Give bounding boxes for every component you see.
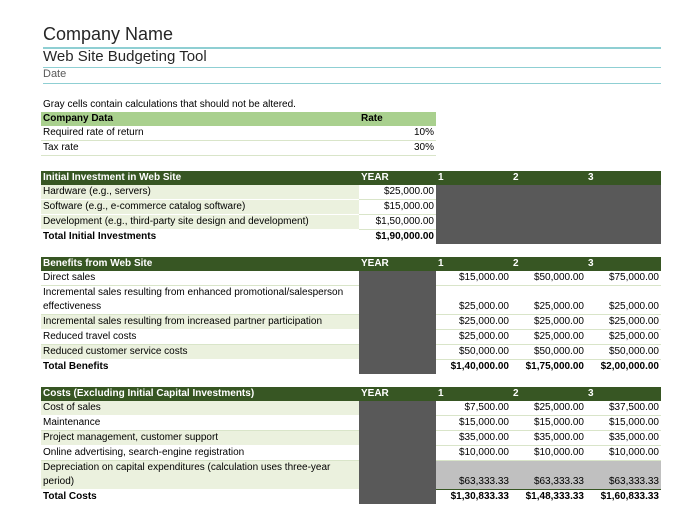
row-label[interactable]: Required rate of return [41,126,359,141]
table-row [41,185,661,200]
year-2-header: 2 [511,257,586,271]
rate-cell[interactable]: 10% [359,126,436,141]
table-row [41,271,661,286]
costs-table [41,387,661,504]
year-1-cell[interactable]: $7,500.00 [436,401,511,416]
row-label[interactable]: Hardware (e.g., servers) [41,185,359,200]
year-2-cell[interactable]: $50,000.00 [511,345,586,360]
year-3-cell[interactable]: $10,000.00 [586,446,661,461]
tool-title[interactable]: Web Site Budgeting Tool [43,48,661,68]
year-3-header: 3 [586,257,661,271]
year-1-cell[interactable]: $25,000.00 [436,330,511,345]
total-label: Total Costs [41,490,359,505]
value-cell[interactable]: $1,50,000.00 [359,215,436,230]
row-label[interactable]: Direct sales [41,271,359,286]
year-3-cell[interactable]: $50,000.00 [586,345,661,360]
row-label[interactable]: Reduced travel costs [41,330,359,345]
locked-year-cells [359,401,436,504]
benefits-header [41,257,661,271]
table-row [41,416,661,431]
year-3-cell[interactable]: $25,000.00 [586,315,661,330]
year-1-cell[interactable]: $15,000.00 [436,416,511,431]
benefits-title: Benefits from Web Site [41,257,359,271]
value-cell[interactable]: $25,000.00 [359,185,436,200]
company-name[interactable]: Company Name [43,24,661,49]
table-row [41,446,661,461]
year-3-cell[interactable]: $35,000.00 [586,431,661,446]
total-year-1: $1,40,000.00 [436,360,511,375]
table-row [41,315,661,330]
total-row [41,360,661,375]
year-3-header: 3 [586,171,661,185]
year-1-cell[interactable]: $50,000.00 [436,345,511,360]
year-2-cell[interactable]: $25,000.00 [511,330,586,345]
depreciation-year-2: $63,333.33 [511,461,586,490]
year-1-header: 1 [436,171,511,185]
date-field[interactable]: Date [43,68,661,84]
row-label[interactable]: Tax rate [41,141,359,156]
row-label[interactable]: Reduced customer service costs [41,345,359,360]
total-year-2: $1,75,000.00 [511,360,586,375]
total-value: $1,90,000.00 [359,230,436,245]
row-label[interactable]: Online advertising, search-engine registration [41,446,359,461]
company-data-header [41,112,436,126]
year-2-cell[interactable]: $50,000.00 [511,271,586,286]
total-year-3: $1,60,833.33 [586,490,661,505]
total-year-3: $2,00,000.00 [586,360,661,375]
year-1-header: 1 [436,257,511,271]
year-2-cell[interactable]: $15,000.00 [511,416,586,431]
locked-cells [436,185,661,244]
year-1-cell[interactable]: $35,000.00 [436,431,511,446]
row-label[interactable]: Development (e.g., third-party site design and development) [41,215,359,230]
year-2-cell[interactable]: $35,000.00 [511,431,586,446]
table-row [41,286,661,315]
total-label: Total Initial Investments [41,230,359,245]
costs-title: Costs (Excluding Initial Capital Investments) [41,387,359,401]
investment-title: Initial Investment in Web Site [41,171,359,185]
gray-cells-note: Gray cells contain calculations that should not be altered. [43,99,296,110]
row-label[interactable]: Incremental sales resulting from enhanced promotional/salesperson effectiveness [41,286,359,315]
year-2-cell[interactable]: $10,000.00 [511,446,586,461]
row-label[interactable]: Maintenance [41,416,359,431]
table-row [41,431,661,446]
table-row [41,401,661,416]
table-row [41,126,436,141]
locked-year-cells [359,271,436,374]
row-label[interactable]: Depreciation on capital expenditures (calculation uses three-year period) [41,461,359,490]
year-3-cell[interactable]: $25,000.00 [586,286,661,315]
year-2-cell[interactable]: $25,000.00 [511,315,586,330]
row-label[interactable]: Incremental sales resulting from increased partner participation [41,315,359,330]
year-3-cell[interactable]: $75,000.00 [586,271,661,286]
company-data-table [41,112,436,156]
year-1-cell[interactable]: $15,000.00 [436,271,511,286]
year-2-header: 2 [511,171,586,185]
costs-header [41,387,661,401]
year-1-cell[interactable]: $25,000.00 [436,286,511,315]
total-year-2: $1,48,333.33 [511,490,586,505]
table-row [41,141,436,156]
year-3-cell[interactable]: $25,000.00 [586,330,661,345]
total-year-1: $1,30,833.33 [436,490,511,505]
initial-investment-table [41,171,661,244]
table-row [41,330,661,345]
year-2-header: 2 [511,387,586,401]
year-header: YEAR [359,171,436,185]
year-1-header: 1 [436,387,511,401]
year-header: YEAR [359,387,436,401]
value-cell[interactable]: $15,000.00 [359,200,436,215]
company-data-title: Company Data [41,112,359,126]
year-3-cell[interactable]: $15,000.00 [586,416,661,431]
rate-cell[interactable]: 30% [359,141,436,156]
year-3-cell[interactable]: $37,500.00 [586,401,661,416]
year-1-cell[interactable]: $25,000.00 [436,315,511,330]
table-row [41,461,661,490]
year-2-cell[interactable]: $25,000.00 [511,401,586,416]
table-row [41,345,661,360]
row-label[interactable]: Project management, customer support [41,431,359,446]
year-2-cell[interactable]: $25,000.00 [511,286,586,315]
year-header: YEAR [359,257,436,271]
row-label[interactable]: Cost of sales [41,401,359,416]
rate-header: Rate [359,112,436,126]
total-label: Total Benefits [41,360,359,375]
total-row [41,490,661,505]
depreciation-year-3: $63,333.33 [586,461,661,490]
year-1-cell[interactable]: $10,000.00 [436,446,511,461]
row-label[interactable]: Software (e.g., e-commerce catalog software) [41,200,359,215]
depreciation-year-1: $63,333.33 [436,461,511,490]
year-3-header: 3 [586,387,661,401]
investment-header [41,171,661,185]
benefits-table [41,257,661,374]
